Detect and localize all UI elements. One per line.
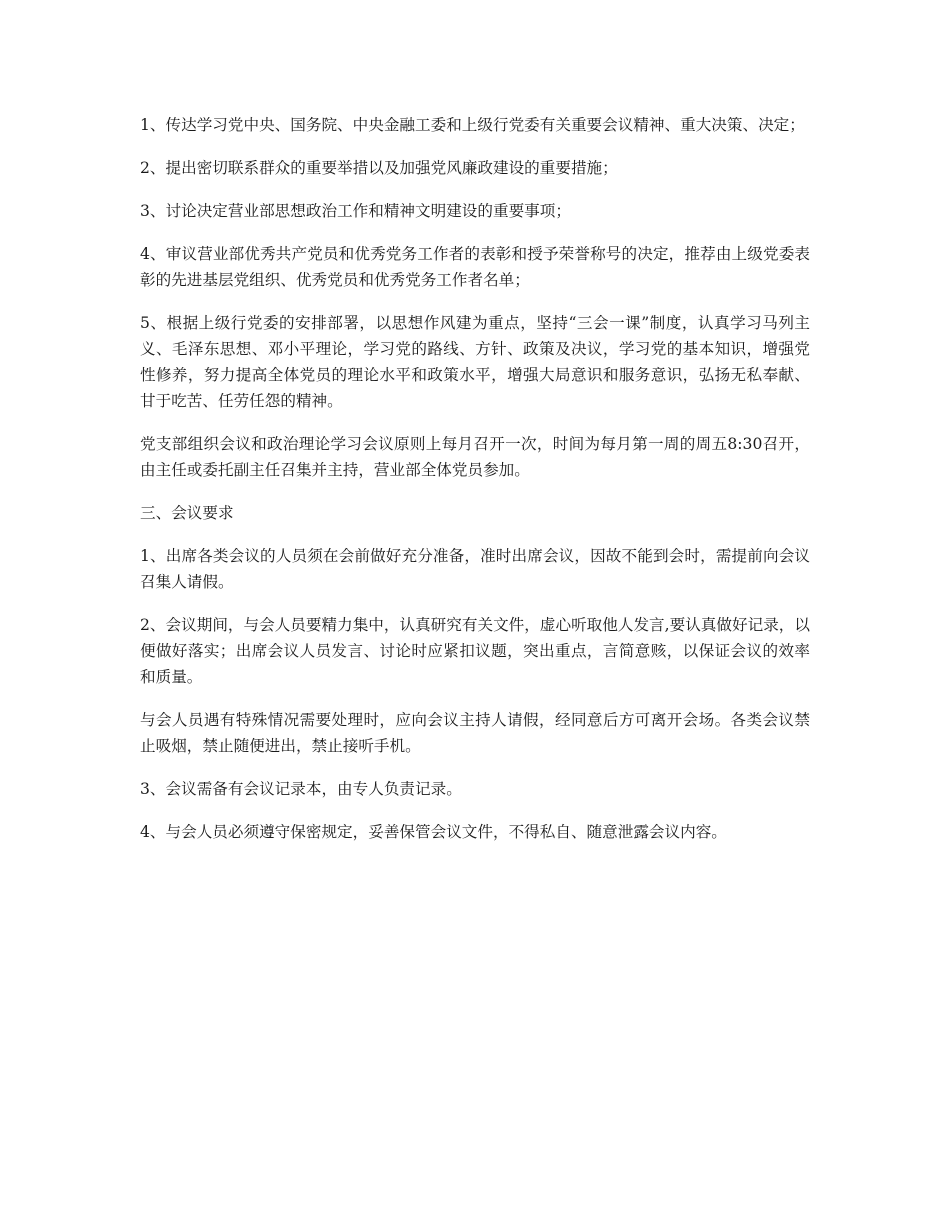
section-heading-meeting-requirements: 三、会议要求 <box>140 504 234 522</box>
paragraph-item-5: 5、根据上级行党委的安排部署，以思想作风建为重点，坚持“三会一课”制度，认真学习马列主义、毛泽东思想、邓小平理论，学习党的路线、方针、政策及决议，学习党的基本知识，增强党性修养，努力提高全体党员的理论水平和政策水平，增强大局意识和服务意识，弘扬无私奉献、甘于吃苦、任劳任怨的精神。 <box>140 314 810 410</box>
paragraph-item-2: 2、提出密切联系群众的重要举措以及加强党风廉政建设的重要措施； <box>140 159 618 177</box>
requirement-item-1: 1、出席各类会议的人员须在会前做好充分准备，准时出席会议，因故不能到会时，需提前向会议召集人请假。 <box>140 547 810 591</box>
paragraph-item-1: 1、传达学习党中央、国务院、中央金融工委和上级行党委有关重要会议精神、重大决策、决定； <box>140 116 805 134</box>
requirement-item-3: 3、会议需备有会议记录本，由专人负责记录。 <box>140 780 462 798</box>
paragraph-meeting-schedule: 党支部组织会议和政治理论学习会议原则上每月召开一次，时间为每月第一周的周五8:30召开，由主任或委托副主任召集并主持，营业部全体党员参加。 <box>140 435 810 479</box>
paragraph-item-3: 3、讨论决定营业部思想政治工作和精神文明建设的重要事项； <box>140 202 571 220</box>
requirement-item-4: 4、与会人员必须遵守保密规定，妥善保管会议文件，不得私自、随意泄露会议内容。 <box>140 823 727 841</box>
document-body <box>140 112 810 862</box>
requirement-note: 与会人员遇有特殊情况需要处理时，应向会议主持人请假，经同意后方可离开会场。各类会议禁止吸烟，禁止随便进出，禁止接听手机。 <box>140 711 810 755</box>
requirement-item-2: 2、会议期间，与会人员要精力集中，认真研究有关文件，虚心听取他人发言,要认真做好记录，以便做好落实；出席会议人员发言、讨论时应紧扣议题，突出重点，言简意赅，以保证会议的效率和质量。 <box>140 616 810 686</box>
paragraph-item-4: 4、审议营业部优秀共产党员和优秀党务工作者的表彰和授予荣誉称号的决定，推荐由上级党委表彰的先进基层党组织、优秀党员和优秀党务工作者名单； <box>140 245 810 289</box>
